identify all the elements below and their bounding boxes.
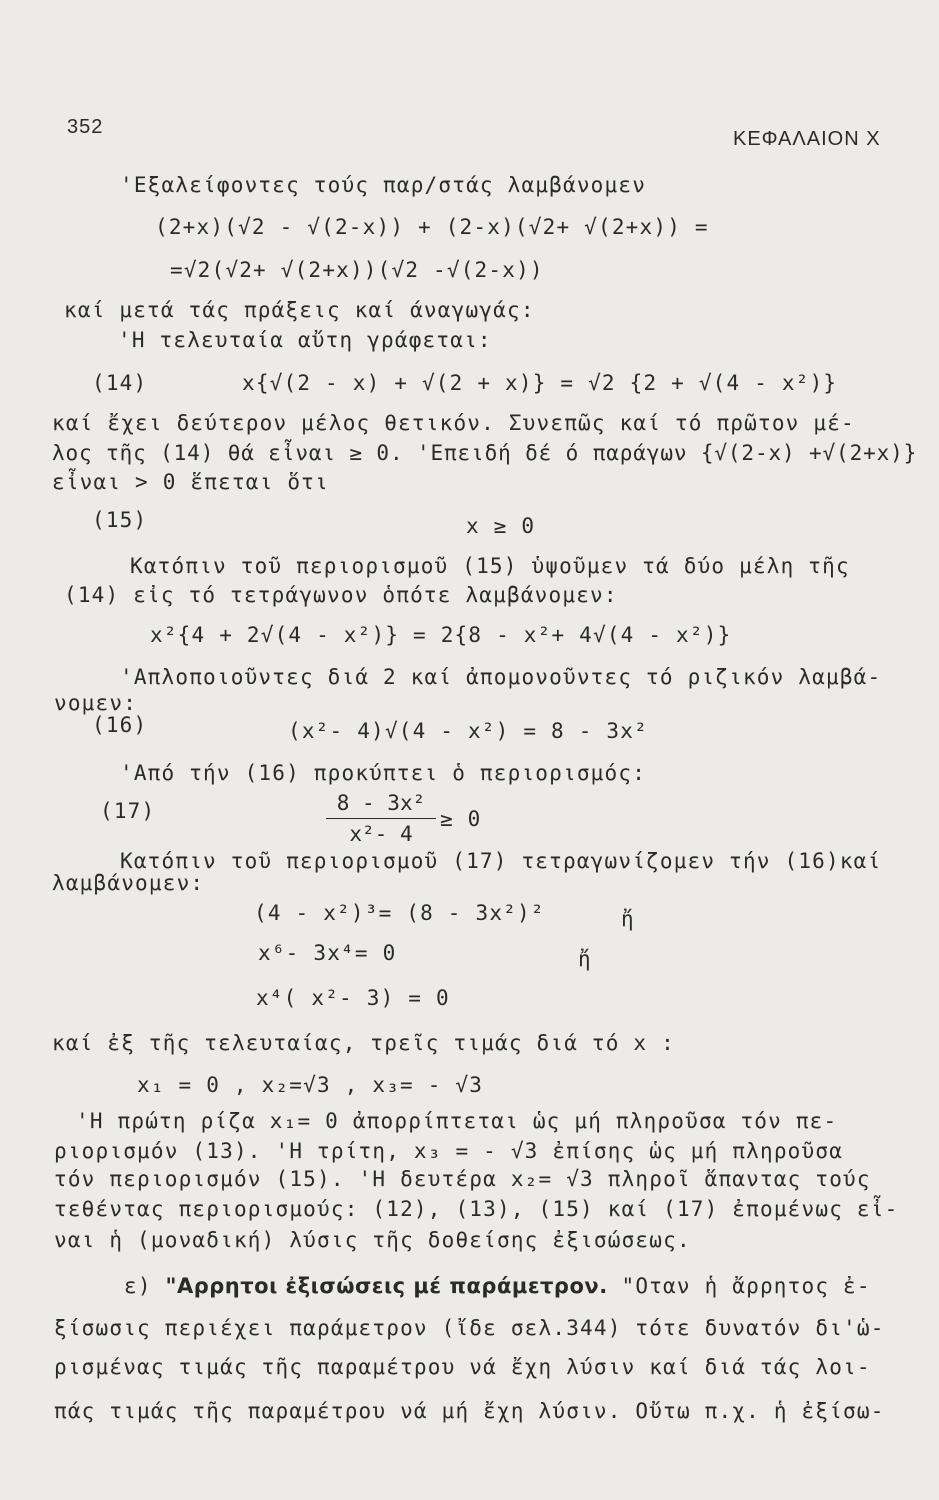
equation: x{√(2 - x) + √(2 + x)} = √2 {2 + √(4 - x²)} [242, 371, 838, 395]
text-fragment: "Οταν ἡ ἄρρητος ἐ- [607, 1274, 871, 1298]
text-line: λαμβάνομεν: [52, 871, 205, 895]
text-line: νομεν: [54, 691, 138, 715]
equation: x²{4 + 2√(4 - x²)} = 2{8 - x²+ 4√(4 - x²)} [150, 623, 732, 647]
text-line: καί ἔχει δεύτερον μέλος θετικόν. Συνεπῶς καί τό πρῶτον μέ- [52, 411, 855, 435]
equation: (x²- 4)√(4 - x²) = 8 - 3x² [288, 719, 648, 743]
text-line: 'Απλοποιοῦντες διά 2 καί ἀπομονοῦντες τό ριζικόν λαμβά- [120, 665, 882, 689]
text-line: 'Εξαλείφοντες τούς παρ/στάς λαμβάνομεν [120, 173, 647, 197]
equation-number: (14) [92, 371, 148, 395]
text-line: πάς τιμάς τῆς παραμέτρου νά μή ἔχη λύσιν. Οὔτω π.χ. ἡ ἐξίσω- [54, 1399, 885, 1423]
section-title: "Αρρητοι ἐξισώσεις μέ παράμετρον. [165, 1274, 608, 1298]
text-line: 'Από τήν (16) προκύπτει ὁ περιορισμός: [120, 761, 647, 785]
text-line: Κατόπιν τοῦ περιορισμοῦ (15) ὑψοῦμεν τά δύο μέλη τῆς [130, 554, 850, 578]
text-line: ριορισμόν (13). 'Η τρίτη, x₃ = - √3 ἐπίσης ὡς μή πληροῦσα [54, 1139, 844, 1163]
or-word: ἤ [578, 947, 592, 971]
equation: x⁴( x²- 3) = 0 [256, 986, 450, 1010]
section-label: ε) [124, 1274, 152, 1298]
text-line: τόν περιορισμόν (15). 'Η δευτέρα x₂= √3 πληροῖ ἅπαντας τούς [54, 1167, 871, 1191]
solutions-line: x₁ = 0 , x₂=√3 , x₃= - √3 [137, 1073, 484, 1097]
text-line: Κατόπιν τοῦ περιορισμοῦ (17) τετραγωνίζομεν τήν (16)καί [120, 849, 882, 873]
equation: (4 - x²)³= (8 - 3x²)² [254, 901, 545, 925]
fraction [326, 790, 436, 847]
text-line: ρισμένας τιμάς τῆς παραμέτρου νά ἔχη λύσιν καί διά τάς λοι- [54, 1355, 871, 1379]
inequality-sign: ≥ 0 [440, 807, 482, 831]
equation-number: (17) [100, 799, 156, 823]
equation: x⁶- 3x⁴= 0 [258, 941, 397, 965]
equation-number: (15) [92, 508, 148, 532]
equation-line: =√2(√2+ √(2+x))(√2 -√(2-x)) [170, 258, 544, 282]
text-line: 'Η τελευταία αὔτη γράφεται: [118, 328, 492, 352]
text-line: ξίσωσις περιέχει παράμετρον (ἴδε σελ.344) τότε δυνατόν δι'ὡ- [54, 1316, 885, 1340]
text-line: τεθέντας περιορισμούς: (12), (13), (15) καί (17) ἐπομένως εἶ- [54, 1197, 899, 1221]
text-line: 'Η πρώτη ρίζα x₁= 0 ἀπορρίπτεται ὡς μή πληροῦσα τόν πε- [76, 1109, 838, 1133]
equation: x ≥ 0 [466, 514, 536, 538]
text-line: λος τῆς (14) θά εἶναι ≥ 0. 'Επειδή δέ ό παράγων {√(2-x) +√(2+x)} [52, 441, 918, 465]
text-line: καί ἐξ τῆς τελευταίας, τρεῖς τιμάς διά τό x : [52, 1031, 675, 1055]
text-line: ναι ἡ (μοναδική) λύσις τῆς δοθείσης ἐξισώσεως. [54, 1228, 691, 1252]
equation-line: (2+x)(√2 - √(2-x)) + (2-x)(√2+ √(2+x)) = [155, 215, 709, 239]
equation-number: (16) [92, 713, 148, 737]
fraction-bar [326, 818, 436, 819]
fraction-denominator: x²- 4 [349, 822, 413, 846]
chapter-header: ΚΕΦΑΛΑΙΟΝ Χ [733, 128, 881, 150]
text-line: εἶναι > 0 ἕπεται ὅτι [52, 470, 329, 494]
text-line: (14) εἰς τό τετράγωνον ὁπότε λαμβάνομεν: [64, 583, 618, 607]
section-heading-line [124, 1273, 871, 1299]
page-number: 352 [67, 116, 104, 138]
fraction-numerator: 8 - 3x² [336, 791, 426, 815]
text-line: καί μετά τάς πράξεις καί άναγωγάς: [64, 298, 535, 322]
or-word: ἤ [621, 907, 635, 931]
